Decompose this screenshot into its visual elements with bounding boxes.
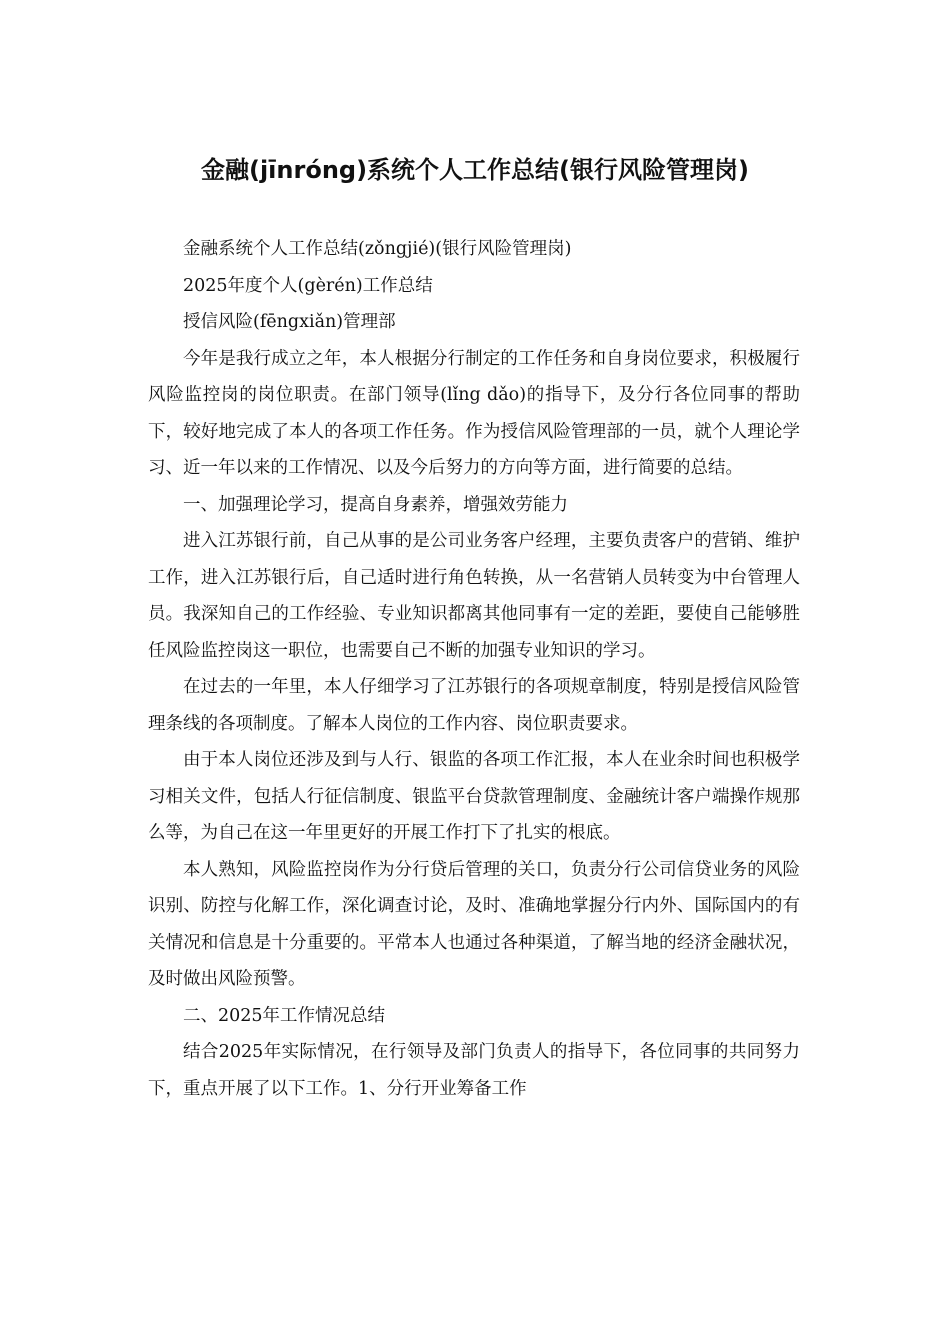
paragraph-subtitle: 金融系统个人工作总结(zǒngjié)(银行风险管理岗)	[183, 239, 572, 259]
section-heading-1: 一、加强理论学习，提高自身素养，增强效劳能力	[183, 494, 568, 515]
paragraph-department: 授信风险(fēngxiǎn)管理部	[183, 312, 396, 332]
paragraph-body: 结合2025年实际情况，在行领导及部门负责人的指导下，各位同事的共同努力下，重点开展了以下工作。1、分行开业筹备工作	[148, 1042, 800, 1099]
paragraph-year-heading: 2025年度个人(gèrén)工作总结	[183, 275, 433, 296]
paragraph-body: 进入江苏银行前，自己从事的是公司业务客户经理，主要负责客户的营销、维护工作，进入江苏银行后，自己适时进行角色转换，从一名营销人员转变为中台管理人员。我深知自己的工作经验、专业知识都离其他同事有一定的差距，要使自己能够胜任风险监控岗这一职位，也需要自己不断的加强专业知识的学习。	[148, 531, 800, 661]
paragraph-body: 在过去的一年里，本人仔细学习了江苏银行的各项规章制度，特别是授信风险管理条线的各项制度。了解本人岗位的工作内容、岗位职责要求。	[148, 677, 800, 734]
paragraph-intro: 今年是我行成立之年，本人根据分行制定的工作任务和自身岗位要求，积极履行风险监控岗的岗位职责。在部门领导(lǐng dǎo)的指导下，及分行各位同事的帮助下，较好地完成了本人的各项工作任务。作为授信风险管理部的一员，就个人理论学习、近一年以来的工作情况、以及今后努力的方向等方面，进行简要的总结。	[148, 348, 800, 478]
document-title: 金融(jīnróng)系统个人工作总结(银行风险管理岗)	[200, 156, 749, 184]
paragraph-body: 本人熟知，风险监控岗作为分行贷后管理的关口，负责分行公司信贷业务的风险识别、防控与化解工作，深化调查讨论，及时、准确地掌握分行内外、国际国内的有关情况和信息是十分重要的。平常本人也通过各种渠道，了解当地的经济金融状况，及时做出风险预警。	[148, 859, 800, 989]
paragraph-body: 由于本人岗位还涉及到与人行、银监的各项工作汇报，本人在业余时间也积极学习相关文件，包括人行征信制度、银监平台贷款管理制度、金融统计客户端操作规那么等，为自己在这一年里更好的开展工作打下了扎实的根底。	[148, 750, 800, 843]
document-body	[148, 231, 800, 1107]
section-heading-2: 二、2025年工作情况总结	[183, 1005, 386, 1026]
